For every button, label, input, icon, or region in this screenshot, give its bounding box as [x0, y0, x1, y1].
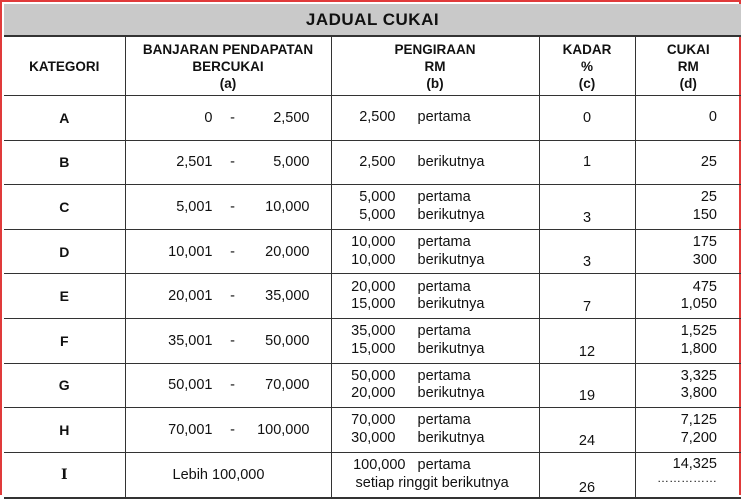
calc-word: pertama [417, 109, 471, 126]
range-to: 2,500 [273, 109, 310, 126]
calculation [332, 234, 539, 269]
range-dash: - [230, 288, 235, 305]
calc-line-2 [332, 296, 539, 314]
tax-cell [635, 96, 741, 141]
rate-cell [539, 318, 635, 363]
category-cell [4, 229, 125, 274]
range-from: 35,001 [168, 332, 213, 349]
calculation-cell [331, 452, 539, 498]
calculation-cell [331, 274, 539, 319]
tax-value-1: 3,325 [680, 367, 717, 384]
table-row [4, 318, 741, 363]
rate-cell [539, 408, 635, 453]
range-dash: - [230, 421, 235, 438]
calc-amount: 70,000 [351, 412, 396, 429]
category-label: B [59, 154, 70, 171]
tax-cell [635, 274, 741, 319]
table-row [4, 140, 741, 185]
rate-value: 24 [578, 432, 596, 449]
range-from: 70,001 [168, 421, 213, 438]
table-body [4, 96, 741, 498]
calc-amount: 2,500 [359, 109, 396, 126]
category-cell [4, 363, 125, 408]
calc-word: berikutnya [417, 429, 485, 446]
calc-line-2 [332, 385, 539, 403]
category-label: C [59, 198, 70, 215]
calc-line-2: setiap ringgit berikutnya [355, 474, 509, 491]
category-label: D [59, 243, 70, 260]
category-cell [4, 140, 125, 185]
table-row [4, 185, 741, 230]
range-dash: - [230, 332, 235, 349]
category-label: E [59, 288, 69, 305]
range-to: 35,000 [265, 288, 310, 305]
range-dash: - [230, 243, 235, 260]
tax-table [4, 36, 741, 499]
range-dash: - [230, 154, 235, 171]
rate-cell [539, 363, 635, 408]
calc-amount: 2,500 [359, 153, 396, 170]
range-from: 10,001 [168, 243, 213, 260]
range-dash: - [230, 109, 235, 126]
header-cukai: CUKAI RM (d) [635, 37, 741, 96]
table-row [4, 452, 741, 498]
calc-line-1 [332, 279, 539, 297]
tax-cell [635, 318, 741, 363]
calc-word: berikutnya [417, 206, 485, 223]
range-cell [125, 229, 331, 274]
tax-value-1: 475 [692, 278, 717, 295]
calc-line-2 [332, 341, 539, 359]
range-from: 5,001 [176, 198, 213, 215]
calculation-cell [331, 96, 539, 141]
tax-value-1: 25 [700, 189, 717, 206]
tax-value-1: 7,125 [680, 412, 717, 429]
range-cell [125, 318, 331, 363]
calc-amount: 5,000 [359, 206, 396, 223]
tax-value-1: 1,525 [680, 323, 717, 340]
table-row [4, 229, 741, 274]
calculation [332, 323, 539, 358]
rate-cell [539, 274, 635, 319]
range-cell [125, 452, 331, 498]
income-range [126, 244, 331, 260]
calc-line-2 [332, 207, 539, 225]
calc-word: berikutnya [417, 251, 485, 268]
calc-amount: 5,000 [359, 189, 396, 206]
tax-value-1: 0 [708, 109, 717, 126]
income-range [126, 333, 331, 349]
range-cell [125, 96, 331, 141]
calculation [332, 109, 539, 127]
table-title: JADUAL CUKAI [4, 4, 741, 36]
rate-value: 3 [582, 254, 592, 271]
tax-value-2: 1,050 [680, 296, 717, 313]
calc-amount: 30,000 [351, 429, 396, 446]
calc-amount: 15,000 [351, 340, 396, 357]
tax-value-2: 1,800 [680, 340, 717, 357]
table-row [4, 274, 741, 319]
income-range [126, 199, 331, 215]
calc-line-1 [332, 109, 539, 127]
calculation [332, 154, 539, 172]
category-label: G [58, 377, 70, 394]
income-range [126, 154, 331, 170]
range-to: 70,000 [265, 377, 310, 394]
calc-amount: 10,000 [351, 234, 396, 251]
calculation-cell [331, 408, 539, 453]
calc-line-1 [332, 412, 539, 430]
calculation-cell [331, 140, 539, 185]
rate-cell [539, 185, 635, 230]
range-to: 50,000 [265, 332, 310, 349]
calc-amount: 20,000 [351, 385, 396, 402]
rate-cell [539, 229, 635, 274]
calc-amount: 100,000 [353, 457, 406, 474]
income-range [126, 288, 331, 304]
calculation [332, 412, 539, 447]
category-cell [4, 452, 125, 498]
range-to: 20,000 [265, 243, 310, 260]
header-pengiraan: PENGIRAAN RM (b) [331, 37, 539, 96]
range-text: Lebih 100,000 [172, 466, 265, 483]
income-range [126, 422, 331, 438]
calculation [332, 368, 539, 403]
tax-cell [635, 363, 741, 408]
rate-value: 1 [582, 154, 592, 171]
calc-word: berikutnya [417, 385, 485, 402]
category-label: A [59, 109, 70, 126]
calc-word: berikutnya [417, 153, 485, 170]
income-range [126, 110, 331, 126]
rate-value: 0 [582, 109, 592, 126]
calculation [332, 279, 539, 314]
calc-amount: 20,000 [351, 278, 396, 295]
tax-cell [635, 140, 741, 185]
calc-word: pertama [417, 189, 471, 206]
calc-line-2 [332, 252, 539, 270]
category-label: F [59, 332, 69, 349]
calculation [332, 457, 539, 492]
range-cell [125, 140, 331, 185]
range-cell [125, 408, 331, 453]
range-from: 50,001 [168, 377, 213, 394]
tax-value-2: 300 [692, 251, 717, 268]
rate-value: 12 [578, 343, 596, 360]
calc-amount: 15,000 [351, 296, 396, 313]
calc-word: pertama [417, 323, 471, 340]
calc-word: pertama [417, 412, 471, 429]
calculation-cell [331, 229, 539, 274]
rate-value: 26 [578, 479, 596, 496]
calculation [332, 189, 539, 224]
range-to: 5,000 [273, 154, 310, 171]
calc-word: pertama [417, 278, 471, 295]
calc-line-1 [332, 368, 539, 386]
calc-line-1 [332, 457, 539, 475]
table-row [4, 408, 741, 453]
tax-cell [635, 185, 741, 230]
range-from: 0 [204, 109, 213, 126]
tax-cell [635, 408, 741, 453]
tax-value-dots: …………… [657, 471, 717, 486]
tax-value-2: 7,200 [680, 429, 717, 446]
range-dash: - [230, 377, 235, 394]
calc-word: pertama [417, 234, 471, 251]
table-row [4, 363, 741, 408]
table-row [4, 96, 741, 141]
category-cell [4, 408, 125, 453]
tax-value-1: 175 [692, 234, 717, 251]
rate-value: 19 [578, 388, 596, 405]
tax-value-2: 150 [692, 206, 717, 223]
range-from: 20,001 [168, 288, 213, 305]
range-to: 100,000 [257, 421, 310, 438]
calc-word: berikutnya [417, 296, 485, 313]
range-dash: - [230, 198, 235, 215]
tax-cell [635, 452, 741, 498]
calculation-cell [331, 318, 539, 363]
income-range [126, 453, 331, 497]
rate-cell [539, 140, 635, 185]
calc-word: pertama [417, 367, 471, 384]
rate-value: 3 [582, 209, 592, 226]
range-to: 10,000 [265, 198, 310, 215]
header-row [4, 37, 741, 96]
tax-cell [635, 229, 741, 274]
calc-word: pertama [417, 457, 471, 474]
calc-amount: 35,000 [351, 323, 396, 340]
range-cell [125, 185, 331, 230]
range-cell [125, 363, 331, 408]
calc-line-1 [332, 234, 539, 252]
tax-value-1: 25 [700, 153, 717, 170]
rate-value: 7 [582, 298, 592, 315]
category-cell [4, 185, 125, 230]
category-label: I [60, 466, 68, 483]
calc-line-1 [332, 323, 539, 341]
calc-word: berikutnya [417, 340, 485, 357]
header-kategori: KATEGORI [4, 37, 125, 96]
rate-cell [539, 452, 635, 498]
category-label: H [59, 421, 70, 438]
header-kadar: KADAR % (c) [539, 37, 635, 96]
calculation-cell [331, 185, 539, 230]
income-range [126, 377, 331, 393]
category-cell [4, 96, 125, 141]
calc-line-1 [332, 189, 539, 207]
calc-line-2 [332, 430, 539, 448]
header-banjaran: BANJARAN PENDAPATAN BERCUKAI (a) [125, 37, 331, 96]
calc-amount: 50,000 [351, 367, 396, 384]
calc-line-1 [332, 154, 539, 172]
tax-value-2: 3,800 [680, 385, 717, 402]
rate-cell [539, 96, 635, 141]
category-cell [4, 318, 125, 363]
range-cell [125, 274, 331, 319]
range-from: 2,501 [176, 154, 213, 171]
calculation-cell [331, 363, 539, 408]
category-cell [4, 274, 125, 319]
tax-value-1: 14,325 [672, 455, 717, 472]
calc-amount: 10,000 [351, 251, 396, 268]
